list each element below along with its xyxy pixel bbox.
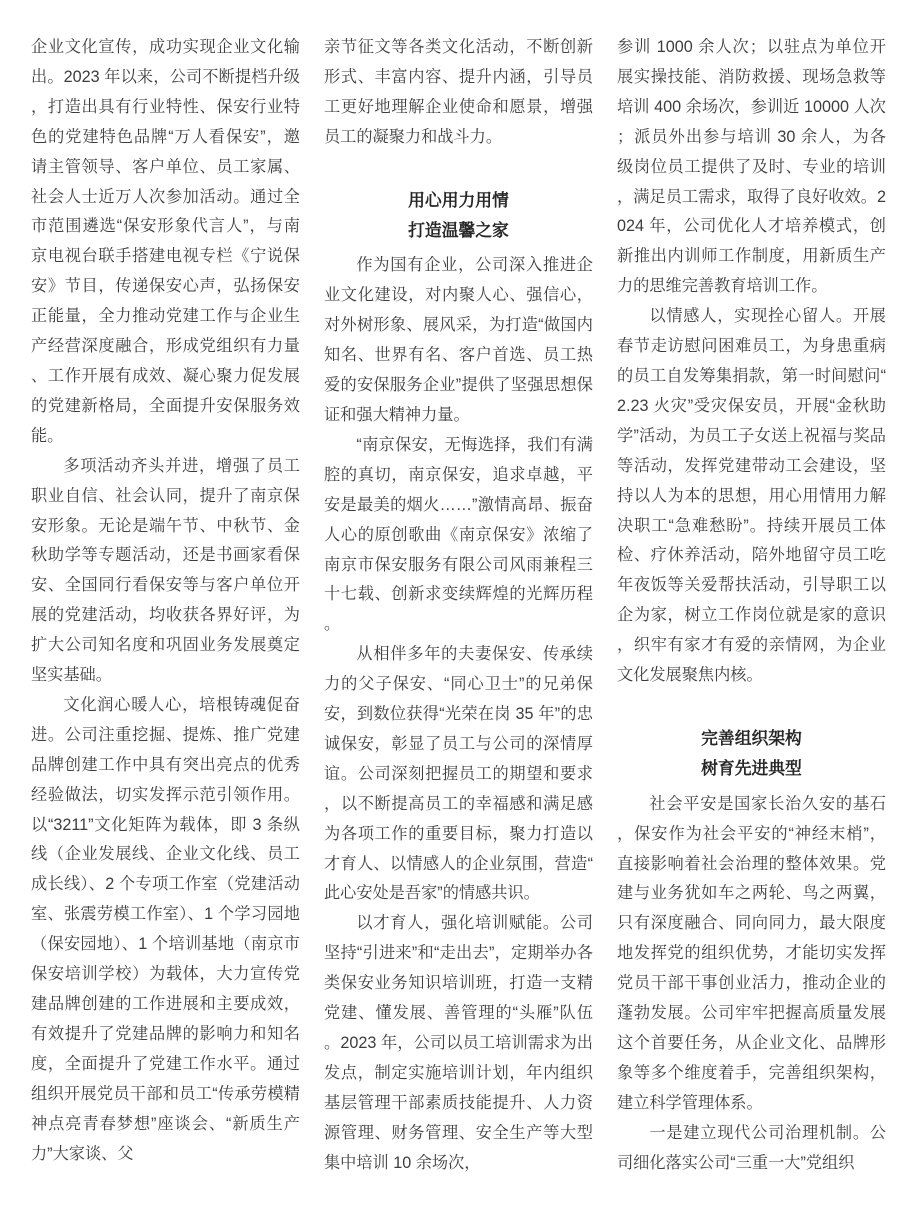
column-left: [31, 33, 300, 1210]
section-heading-line: 树育先进典型: [701, 758, 802, 778]
section-heading-line: 用心用力用情: [408, 190, 509, 210]
paragraph: 参训 1000 余人次；以驻点为单位开展实操技能、消防救援、现场急救等培训 400 余场次，参训近 10000 人次；派员外出参与培训 30 余人，为各级岗位员工提供了及时、专业的培训，满足员工需求，取得了良好收效。2024 年，公司优化人才培养模式，创新推出内训师工作制度，用新质生产力的思维完善教育培训工作。: [617, 38, 886, 296]
paragraph: 多项活动齐头并进，增强了员工职业自信、社会认同，提升了南京保安形象。无论是端午节、中秋节、金秋助学等专题活动，还是书画家看保安、全国同行看保安等与客户单位开展的党建活动，均收获各界好评，为扩大公司知名度和巩固业务发展奠定坚实基础。: [31, 456, 300, 685]
paragraph: 以情感人，实现拴心留人。开展春节走访慰问困难员工，为身患重病的员工自发筹集捐款，第一时间慰问“2.23 火灾”受灾保安员，开展“金秋助学”活动，为员工子女送上祝福与奖品等活动，发挥党建带动工会建设，坚持以人为本的思想，用心用情用力解决职工“急难愁盼”。持续开展员工体检、疗休养活动，陪外地留守员工吃年夜饭等关爱帮扶活动，引导职工以企为家，树立工作岗位就是家的意识，织牢有家才有爱的亲情网，为企业文化发展聚焦内核。: [617, 307, 886, 685]
section-heading: [617, 724, 886, 784]
paragraph: 社会平安是国家长治久安的基石，保安作为社会平安的“神经末梢”，直接影响着社会治理的整体效果。党建与业务犹如车之两轮、鸟之两翼，只有深度融合、同向同力，最大限度地发挥党的组织优势，才能切实发挥党员干部干事创业活力，推动企业的蓬勃发展。公司牢牢把握高质量发展这个首要任务，从企业文化、品牌形象等多个维度着手，完善组织架构，建立科学管理体系。: [617, 794, 886, 1112]
paragraph: 企业文化宣传，成功实现企业文化输出。2023 年以来，公司不断提档升级，打造出具有行业特性、保安行业特色的党建特色品牌“万人看保安”，邀请主管领导、客户单位、员工家属、社会人士近万人次参加活动。通过全市范围遴选“保安形象代言人”，与南京电视台联手搭建电视专栏《宁说保安》节目，传递保安心声，弘扬保安正能量，全力推动党建工作与企业生产经营深度融合，形成党组织有力量、工作开展有成效、凝心聚力促发展的党建新格局，全面提升安保服务效能。: [31, 38, 300, 445]
paragraph: 文化润心暖人心，培根铸魂促奋进。公司注重挖掘、提炼、推广党建品牌创建工作中具有突出亮点的优秀经验做法，切实发挥示范引领作用。以“3211”文化矩阵为载体，即 3 条纵线（企业发展线、企业文化线、员工成长线）、2 个专项工作室（党建活动室、张震劳模工作室）、1 个学习园地（保安园地）、1 个培训基地（南京市保安培训学校）为载体，大力宣传党建品牌创建的工作进展和主要成效，有效提升了党建品牌的影响力和知名度，全面提升了党建工作水平。通过组织开展党员干部和员工“传承劳模精神点亮青春梦想”座谈会、“新质生产力”大家谈、父: [31, 695, 300, 1163]
paragraph: 一是建立现代公司治理机制。公司细化落实公司“三重一大”党组织: [617, 1123, 886, 1172]
column-center: [324, 33, 593, 1210]
section-heading: [324, 186, 593, 246]
section-heading-line: 完善组织架构: [701, 728, 802, 748]
paragraph: 作为国有企业，公司深入推进企业文化建设，对内聚人心、强信心，对外树形象、展风采，为打造“做国内知名、世界有名、客户首选、员工热爱的安保服务企业”提供了坚强思想保证和强大精神力量。: [324, 256, 593, 424]
paragraph: 亲节征文等各类文化活动，不断创新形式、丰富内容、提升内涵，引导员工更好地理解企业使命和愿景，增强员工的凝聚力和战斗力。: [324, 38, 593, 146]
paragraph: 从相伴多年的夫妻保安、传承续力的父子保安、“同心卫士”的兄弟保安，到数位获得“光荣在岗 35 年”的忠诚保安，彰显了员工与公司的深情厚谊。公司深刻把握员工的期望和要求，以不断提高员工的幸福感和满足感为各项工作的重要目标，聚力打造以才育人、以情感人的企业氛围，营造“此心安处是吾家”的情感共识。: [324, 645, 593, 903]
paragraph: 以才育人，强化培训赋能。公司坚持“引进来”和“走出去”，定期举办各类保安业务知识培训班，打造一支精党建、懂发展、善管理的“头雁”队伍。2023 年，公司以员工培训需求为出发点，制定实施培训计划，年内组织基层管理干部素质技能提升、人力资源管理、财务管理、安全生产等大型集中培训 10 余场次，: [324, 914, 593, 1172]
section-heading-line: 打造温馨之家: [408, 220, 509, 240]
column-right: [617, 33, 886, 1210]
paragraph: “南京保安，无悔选择，我们有满腔的真切，南京保安，追求卓越，平安是最美的烟火……”激情高昂、振奋人心的原创歌曲《南京保安》浓缩了南京市保安服务有限公司风雨兼程三十七载、创新求变续辉煌的光辉历程。: [324, 435, 593, 634]
